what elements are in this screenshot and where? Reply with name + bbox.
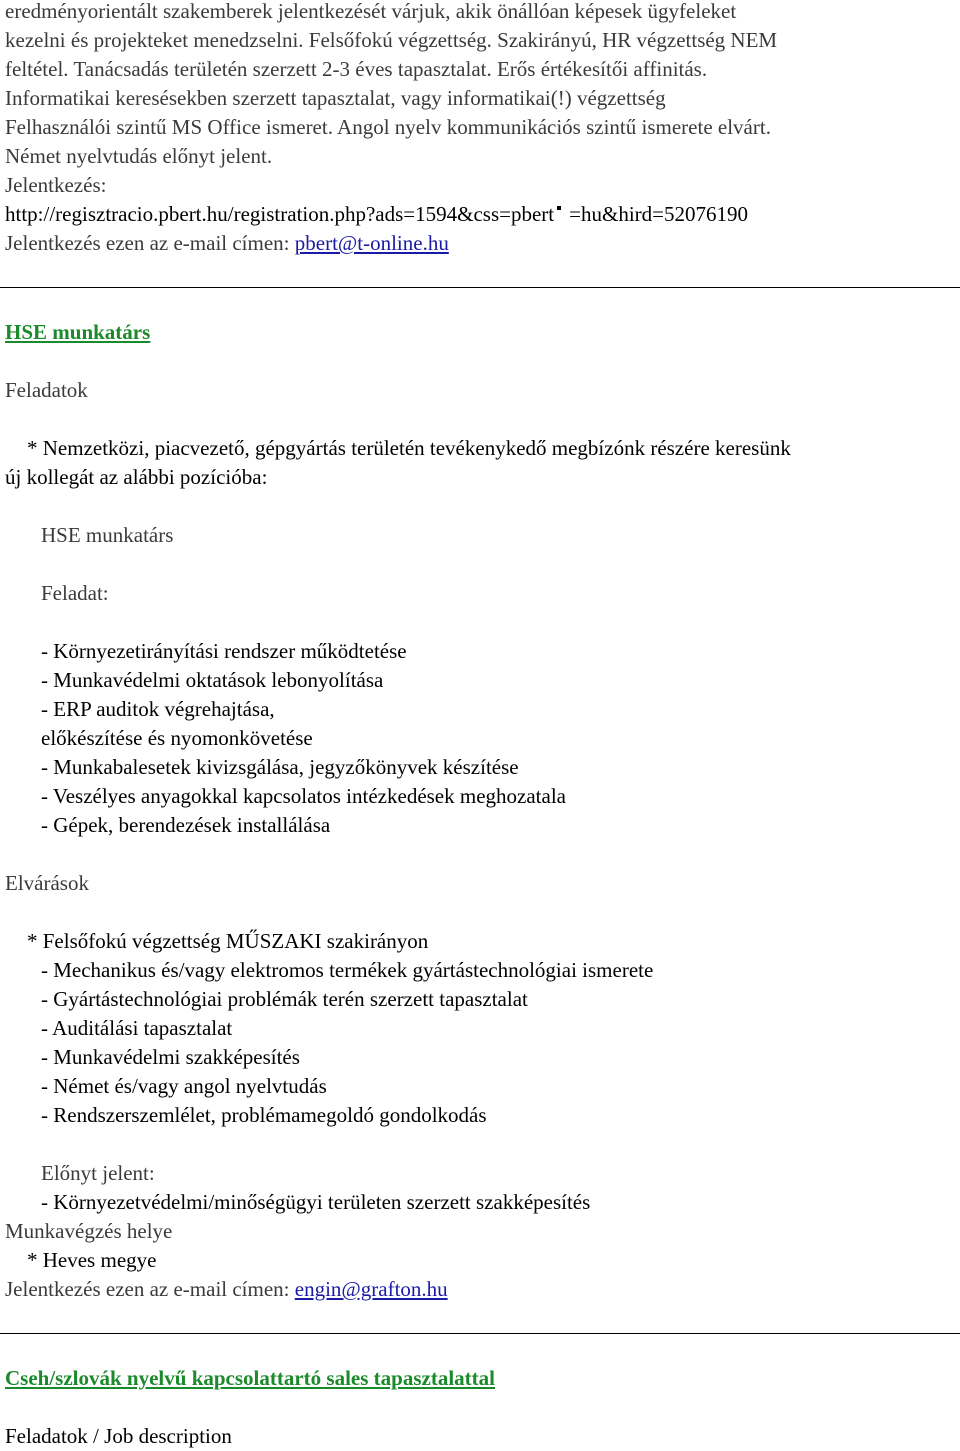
job1-email-prefix: Jelentkezés ezen az e-mail címen:	[5, 1277, 290, 1301]
feladat-label: Feladat:	[41, 581, 109, 605]
task-item: - Környezetirányítási rendszer működtetése	[41, 639, 407, 663]
task-item: - Veszélyes anyagokkal kapcsolatos intézkedések meghozatala	[41, 784, 566, 808]
job-title-link[interactable]	[5, 318, 150, 347]
prev-text-line: Felhasználói szintű MS Office ismeret. Angol nyelv kommunikációs szintű ismerete elvárt.	[5, 115, 771, 139]
prev-text-line: eredményorientált szakemberek jelentkezését várjuk, akik önállóan képesek ügyfeleket	[5, 0, 737, 23]
feladatok-heading: Feladatok	[5, 378, 88, 402]
section-divider	[0, 287, 960, 288]
registration-url-part1: http://regisztracio.pbert.hu/registration.php?ads=1594&css=pbert	[5, 202, 555, 226]
requirement-item: - Német és/vagy angol nyelvtudás	[41, 1074, 327, 1098]
registration-url-part2: =hu&hird=52076190	[569, 202, 748, 226]
prev-text-line: feltétel. Tanácsadás területén szerzett 2-3 éves tapasztalat. Erős értékesítői affinitás.	[5, 57, 708, 81]
task-item: előkészítése és nyomonkövetése	[41, 726, 313, 750]
task-item: - Gépek, berendezések installálása	[41, 813, 331, 837]
intro-line: * Nemzetközi, piacvezető, gépgyártás területén tevékenykedő megbízónk részére keresünk	[27, 436, 791, 460]
job1-email-line	[5, 1275, 448, 1304]
location-heading: Munkavégzés helye	[5, 1219, 173, 1243]
position-name: HSE munkatárs	[41, 523, 174, 547]
prev-text-line: Német nyelvtudás előnyt jelent.	[5, 144, 273, 168]
requirement-item: - Rendszerszemlélet, problémamegoldó gondolkodás	[41, 1103, 487, 1127]
prev-text-line: Informatikai keresésekben szerzett tapasztalat, vagy informatikai(!) végzettség	[5, 86, 666, 110]
requirement-item: - Munkavédelmi szakképesítés	[41, 1045, 300, 1069]
requirement-item: - Auditálási tapasztalat	[41, 1016, 233, 1040]
task-item: - Munkabalesetek kivizsgálása, jegyzőkönyvek készítése	[41, 755, 519, 779]
job-title[interactable]: HSE munkatárs	[5, 320, 151, 344]
prev-email-link[interactable]: pbert@t-online.hu	[294, 231, 449, 255]
requirement-item: * Felsőfokú végzettség MŰSZAKI szakirányon	[27, 929, 429, 953]
advantage-item: - Környezetvédelmi/minőségügyi területen szerzett szakképesítés	[41, 1190, 591, 1214]
requirement-item: - Gyártástechnológiai problémák terén szerzett tapasztalat	[41, 987, 528, 1011]
job1-email-link[interactable]: engin@grafton.hu	[294, 1277, 448, 1301]
task-item: - Munkavédelmi oktatások lebonyolítása	[41, 668, 384, 692]
prev-email-prefix: Jelentkezés ezen az e-mail címen:	[5, 231, 290, 255]
job2-title-link[interactable]	[5, 1364, 495, 1393]
url-dot-icon	[557, 206, 561, 210]
task-item: - ERP auditok végrehajtása,	[41, 697, 275, 721]
prev-text-line: Jelentkezés:	[5, 173, 107, 197]
elvarasok-heading: Elvárások	[5, 871, 89, 895]
prev-email-line	[5, 229, 449, 258]
prev-text-line: kezelni és projekteket menedzselni. Felsőfokú végzettség. Szakirányú, HR végzettség NEM	[5, 28, 778, 52]
requirement-item: - Mechanikus és/vagy elektromos termékek gyártástechnológiai ismerete	[41, 958, 654, 982]
location-value: * Heves megye	[27, 1248, 157, 1272]
job2-heading: Feladatok / Job description	[5, 1424, 232, 1448]
intro-line: új kollegát az alábbi pozícióba:	[5, 465, 268, 489]
registration-url[interactable]	[5, 200, 748, 229]
job2-title[interactable]: Cseh/szlovák nyelvű kapcsolattartó sales tapasztalattal	[5, 1366, 495, 1390]
advantage-label: Előnyt jelent:	[41, 1161, 155, 1185]
section-divider	[0, 1333, 960, 1334]
